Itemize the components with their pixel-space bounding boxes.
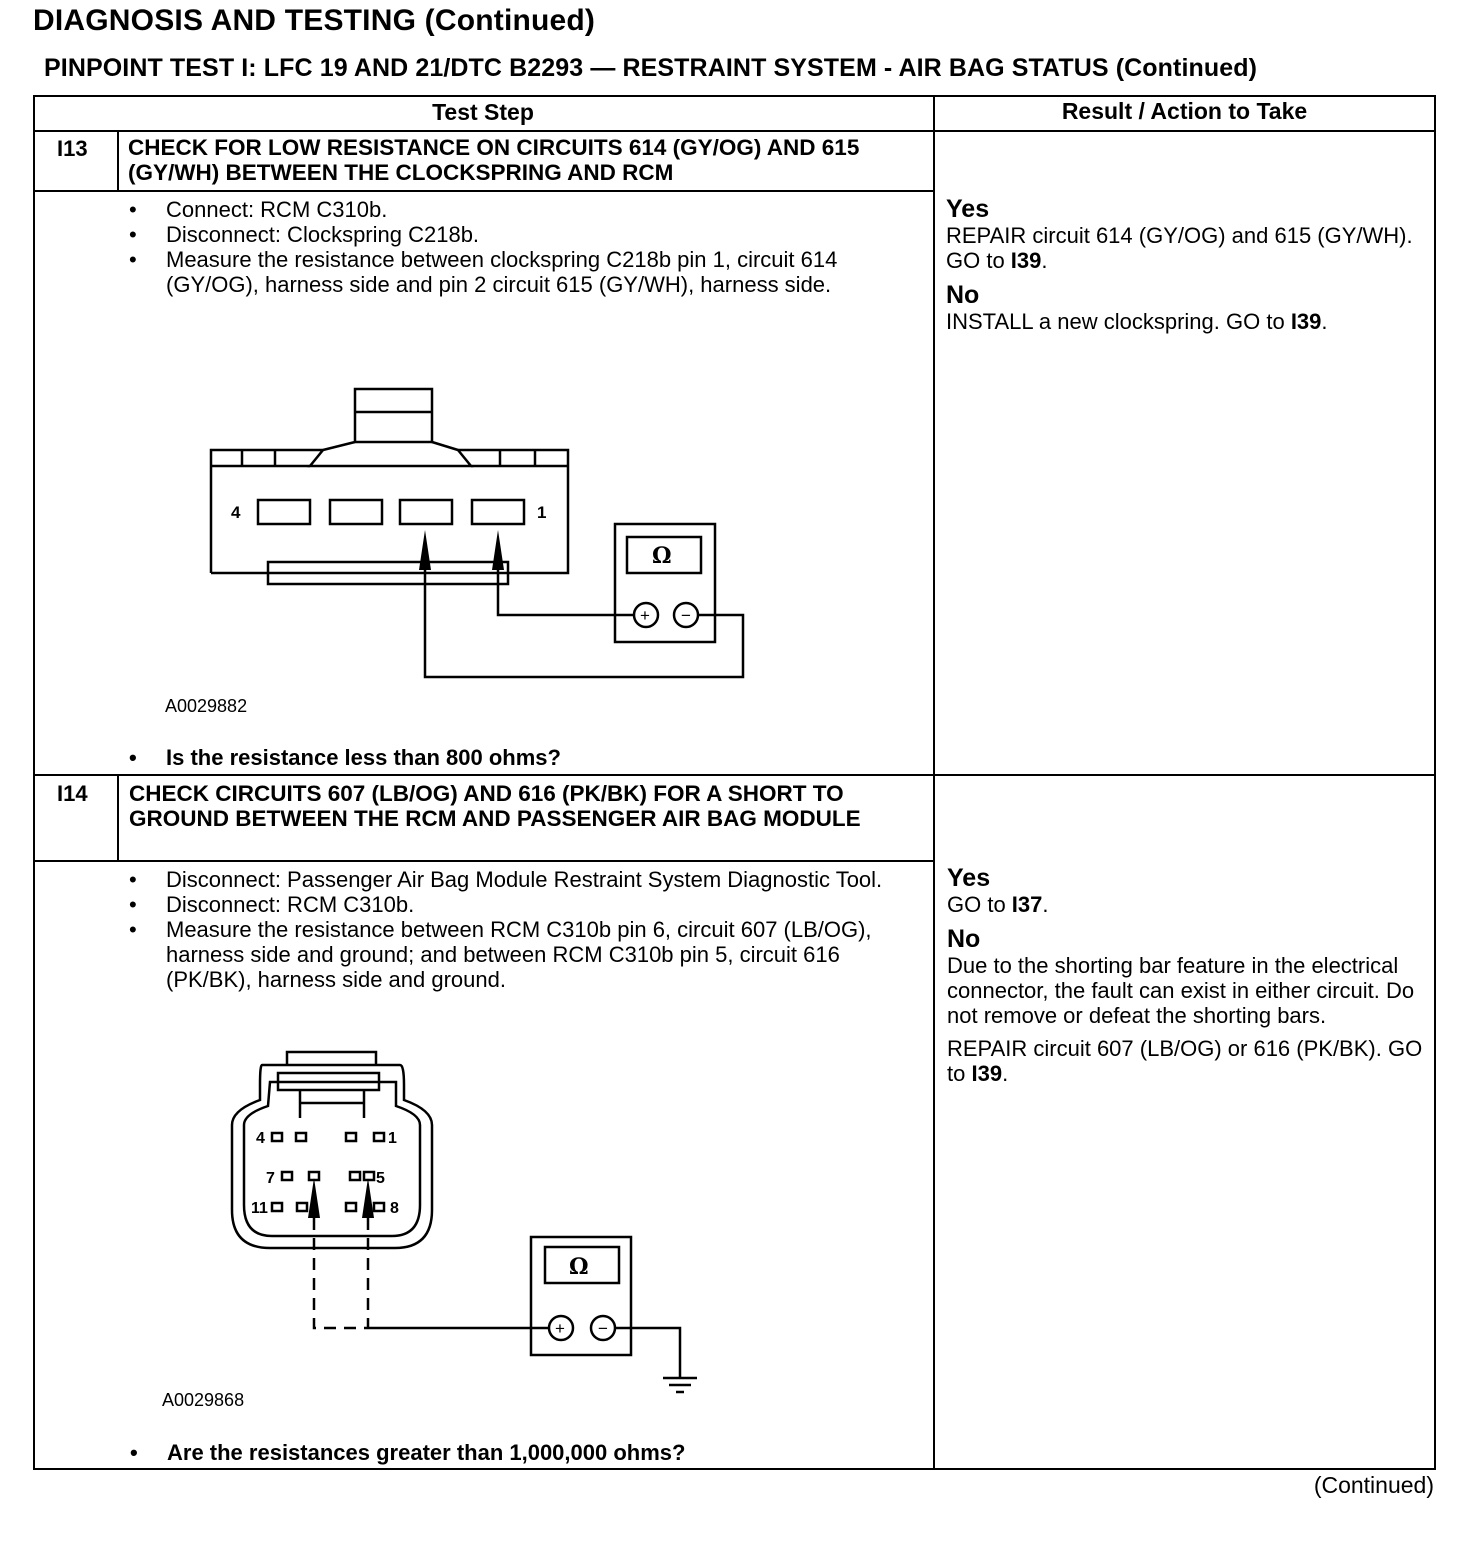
result-action-i14 bbox=[947, 864, 1427, 1086]
plus-symbol: + bbox=[555, 1319, 565, 1338]
ohm-symbol: Ω bbox=[569, 1254, 589, 1280]
step-reference: I39 bbox=[1290, 309, 1322, 334]
result-no-text: REPAIR circuit 607 (LB/OG) or 616 (PK/BK). GO to I39. bbox=[947, 1036, 1423, 1086]
result-yes-text: REPAIR circuit 614 (GY/OG) and 615 (GY/WH). GO to I39. bbox=[946, 223, 1413, 273]
lead-wire bbox=[425, 544, 743, 677]
step-question bbox=[129, 745, 909, 771]
result-no-explanation: Due to the shorting bar feature in the electrical connector, the fault can exist in either circuit. Do not remove or defeat the shorting bars. bbox=[947, 953, 1415, 1028]
result-no-label: No bbox=[946, 281, 980, 309]
instruction-item: • Connect: RCM C310b. bbox=[129, 197, 909, 222]
step-heading: CHECK CIRCUITS 607 (LB/OG) AND 616 (PK/BK) FOR A SHORT TO GROUND BETWEEN THE RCM AND PASSENGER AIR BAG MODULE bbox=[129, 781, 861, 831]
pinpoint-test-title: PINPOINT TEST I: LFC 19 AND 21/DTC B2293 — RESTRAINT SYSTEM - AIR BAG STATUS (Continued) bbox=[44, 54, 1258, 82]
step-heading: CHECK FOR LOW RESISTANCE ON CIRCUITS 614 (GY/OG) AND 615 (GY/WH) BETWEEN THE CLOCKSPRING AND RCM bbox=[128, 135, 860, 185]
ohm-symbol: Ω bbox=[652, 543, 672, 569]
probe-arrow bbox=[492, 530, 504, 570]
minus-symbol: − bbox=[681, 606, 691, 625]
instruction-item: • Disconnect: Clockspring C218b. bbox=[129, 222, 909, 247]
step-instructions bbox=[129, 867, 899, 992]
probe-arrow bbox=[308, 1178, 320, 1218]
step-question bbox=[130, 1440, 910, 1466]
result-no-text: INSTALL a new clockspring. GO to I39. bbox=[946, 309, 1328, 334]
instruction-item: • Measure the resistance between clockspring C218b pin 1, circuit 614 (GY/OG), harness side and pin 2 circuit 615 (GY/WH), harness side. bbox=[129, 247, 909, 297]
pin-cavity bbox=[258, 500, 310, 524]
connector-latch bbox=[355, 389, 432, 442]
step-number: I13 bbox=[57, 136, 88, 161]
instruction-item: • Measure the resistance between RCM C310b pin 6, circuit 607 (LB/OG), harness side and ground; and between RCM C310b pin 5, circuit 616 (PK/BK), harness side and ground. bbox=[129, 917, 899, 992]
continued-note: (Continued) bbox=[1313, 1472, 1434, 1498]
minus-symbol: − bbox=[598, 1319, 608, 1338]
page-title: DIAGNOSIS AND TESTING (Continued) bbox=[33, 4, 596, 37]
pin-label: 11 bbox=[251, 1200, 268, 1217]
figure-id: A0029868 bbox=[162, 1390, 245, 1410]
step-reference: I39 bbox=[971, 1061, 1003, 1086]
pin-label: 8 bbox=[390, 1200, 399, 1217]
pin-label: 7 bbox=[266, 1170, 275, 1187]
pin-label: 5 bbox=[376, 1170, 385, 1187]
instruction-item: • Disconnect: RCM C310b. bbox=[129, 892, 899, 917]
header-test-step: Test Step bbox=[432, 99, 534, 125]
passenger-airbag-connector-diagram bbox=[232, 1052, 697, 1392]
pin-label: 4 bbox=[231, 503, 241, 522]
plus-symbol: + bbox=[640, 606, 650, 625]
pin-label: 1 bbox=[388, 1130, 397, 1147]
step-number: I14 bbox=[57, 781, 88, 806]
pin-cavity bbox=[330, 500, 382, 524]
result-yes-label: Yes bbox=[946, 195, 990, 223]
lead-wire bbox=[498, 544, 634, 615]
step-reference: I37 bbox=[1011, 892, 1043, 917]
connector-body bbox=[211, 450, 568, 573]
header-result-action: Result / Action to Take bbox=[1061, 98, 1308, 124]
dashed-lead bbox=[314, 1218, 368, 1328]
figure-id: A0029882 bbox=[165, 696, 248, 716]
pin-label: 1 bbox=[537, 503, 547, 522]
result-yes-label: Yes bbox=[947, 864, 991, 892]
pin-cavity bbox=[472, 500, 524, 524]
result-yes-text: GO to I37. bbox=[947, 892, 1049, 917]
question-text: • Are the resistances greater than 1,000,000 ohms? bbox=[130, 1440, 910, 1466]
pin-cavity bbox=[400, 500, 452, 524]
probe-arrow bbox=[362, 1178, 374, 1218]
question-text: • Is the resistance less than 800 ohms? bbox=[129, 745, 909, 771]
step-reference: I39 bbox=[1010, 248, 1042, 273]
result-action-i13 bbox=[946, 195, 1426, 334]
result-no-label: No bbox=[947, 925, 981, 953]
probe-arrow bbox=[419, 530, 431, 570]
instruction-item: • Disconnect: Passenger Air Bag Module Restraint System Diagnostic Tool. bbox=[129, 867, 899, 892]
pin-label: 4 bbox=[256, 1130, 265, 1147]
